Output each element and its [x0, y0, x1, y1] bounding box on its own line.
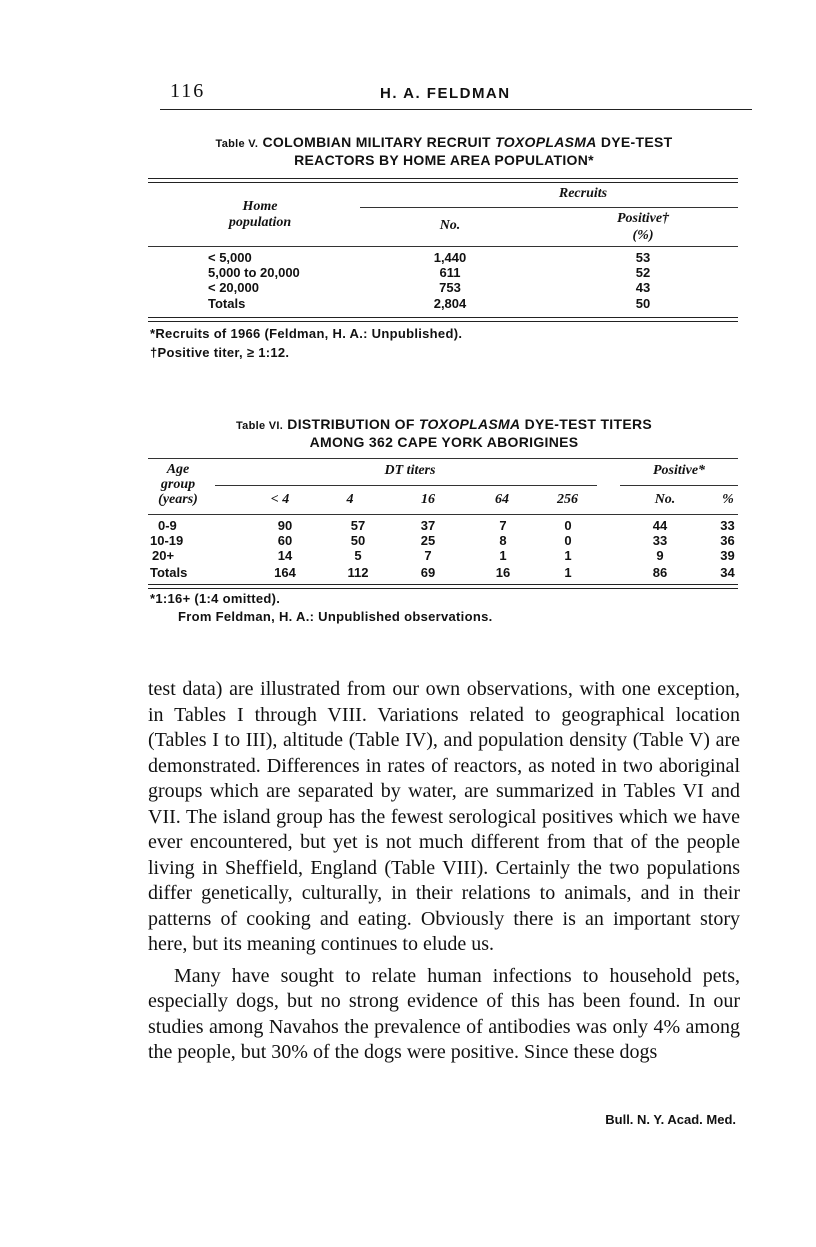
table5-row-pop: Totals	[208, 296, 246, 311]
table5-row-no: 753	[439, 280, 461, 295]
table6-cell: 50	[350, 533, 366, 548]
table6-titer-header: 16	[421, 492, 435, 507]
table6-cell: 36	[720, 533, 735, 548]
table6-cell: 0	[564, 518, 572, 533]
table5-note2: †Positive titer, ≥ 1:12.	[150, 345, 290, 360]
table5-row-pop: < 5,000	[208, 250, 252, 265]
table5-title-line2: REACTORS BY HOME AREA POPULATION*	[294, 152, 594, 168]
table6-titer-header: 4	[346, 492, 354, 507]
header-rule	[160, 109, 752, 110]
table6-row-age: Totals	[150, 565, 188, 580]
table5-row-no: 2,804	[433, 296, 467, 311]
table6-row-age: 0-9	[158, 518, 177, 533]
table5-title-a: COLOMBIAN MILITARY RECRUIT	[262, 134, 491, 150]
body-text	[148, 677, 740, 1066]
table6-cell: 7	[499, 518, 507, 533]
table6-cell: 90	[277, 518, 293, 533]
table6-title-b: DYE-TEST TITERS	[524, 416, 653, 432]
table6-cell: 37	[420, 518, 436, 533]
running-author: H. A. FELDMAN	[380, 85, 511, 102]
table5-col-positive	[588, 210, 698, 244]
table5-col-recruits: Recruits	[558, 186, 608, 201]
table6-row-age: 20+	[152, 548, 175, 563]
table6-col-no: No.	[654, 492, 676, 507]
table5-note1: *Recruits of 1966 (Feldman, H. A.: Unpublished).	[150, 326, 463, 341]
table6-cell: 69	[420, 565, 436, 580]
table6-title-italic: TOXOPLASMA	[418, 416, 521, 432]
table6-col-age-l2: group	[160, 477, 196, 492]
table5-row-no: 611	[439, 265, 461, 280]
table6-cell: 0	[564, 533, 572, 548]
table5-col-positive-l2: (%)	[632, 228, 654, 243]
table6-cell: 33	[652, 533, 668, 548]
table5-title-italic: TOXOPLASMA	[495, 134, 597, 150]
table5-recruits-rule	[360, 207, 738, 208]
table6-top-rule	[148, 458, 738, 459]
table5-col-positive-l1: Positive†	[616, 211, 670, 226]
table6-col-pct: %	[722, 492, 734, 507]
paragraph-2: Many have sought to relate human infections to household pets, especially dogs, but no strong evidence of this has been found. In our studies among Navahos the prevalence of antibodies was only 4% among the people, but 30% of the dogs were positive. Since these dogs	[148, 964, 740, 1063]
table6-titer-header: 256	[557, 492, 578, 507]
page-number: 116	[170, 80, 206, 102]
table5-top-rule	[148, 178, 738, 179]
table6-cell: 9	[656, 548, 664, 563]
table6-titer-header: 64	[495, 492, 509, 507]
table5-col-home	[195, 199, 325, 231]
table5-bottom-rule	[148, 317, 738, 318]
table6-label: Table VI.	[235, 420, 284, 432]
table5-row-no: 1,440	[433, 250, 467, 265]
table6-col-dt: DT titers	[384, 463, 436, 478]
table5-row-pop: 5,000 to 20,000	[208, 265, 300, 280]
table5-top-rule-2	[148, 182, 738, 183]
table5-label: Table V.	[215, 138, 259, 150]
table6-col-age	[148, 462, 208, 507]
table6-cell: 1	[564, 548, 572, 563]
table6-cell: 8	[499, 533, 507, 548]
table5-row-pop: < 20,000	[208, 280, 259, 295]
table6-title-a: DISTRIBUTION OF	[287, 416, 415, 432]
table6-cell: 33	[720, 518, 735, 533]
table6-header-rule	[148, 514, 738, 515]
journal-footer: Bull. N. Y. Acad. Med.	[605, 1112, 736, 1127]
table6-col-age-l1: Age	[166, 462, 190, 477]
table6-cell: 14	[277, 548, 293, 563]
table6-row-age: 10-19	[150, 533, 184, 548]
table6-bottom-rule-2	[148, 588, 738, 589]
table6-cell: 5	[354, 548, 362, 563]
table6-caption	[148, 416, 740, 450]
table6-dt-rule	[215, 485, 597, 486]
table5-col-no: No.	[439, 218, 461, 233]
table6-cell: 1	[499, 548, 507, 563]
paragraph-1: test data) are illustrated from our own observations, with one exception, in Tables I through VIII. Variations related to geographical location (Tables I to III), altitude (Table IV), and population density (Table V) are demonstrated. Differences in rates of reactors, as noted in two aboriginal groups which are separated by water, are summarized in Tables VI and VII. The island group has the fewest serological positives which we have ever encountered, but yet is not much different from that of the people living in Sheffield, England (Table VIII). Certainly the two populations differ genetically, culturally, in their relations to animals, and in their patterns of cooking and eating. Obviously there is an important story here, but its meaning continues to elude us.	[148, 678, 740, 955]
table5-caption	[148, 134, 740, 168]
table6-cell: 44	[652, 518, 668, 533]
table5-row-pos: 43	[635, 280, 651, 295]
table6-cell: 86	[652, 565, 668, 580]
table6-positive-rule	[620, 485, 738, 486]
table6-cell: 164	[274, 565, 296, 580]
table6-cell: 34	[720, 565, 735, 580]
table5-header-rule	[148, 246, 738, 247]
table6-title-line2: AMONG 362 CAPE YORK ABORIGINES	[309, 434, 579, 450]
table5-col-home-l2: population	[228, 215, 292, 230]
table5-row-pos: 53	[635, 250, 651, 265]
table6-cell: 25	[420, 533, 436, 548]
table6-cell: 57	[350, 518, 366, 533]
table6-cell: 16	[495, 565, 511, 580]
table6-cell: 1	[564, 565, 572, 580]
table6-note1: *1:16+ (1:4 omitted).	[150, 591, 281, 606]
table5-bottom-rule-2	[148, 321, 738, 322]
table6-cell: 39	[720, 548, 735, 563]
table6-note2: From Feldman, H. A.: Unpublished observations.	[178, 609, 493, 624]
table6-col-age-l3: (years)	[158, 492, 198, 507]
table5-title-b: DYE-TEST	[600, 134, 673, 150]
table6-bottom-rule	[148, 584, 738, 585]
table6-cell: 7	[424, 548, 432, 563]
table5-col-home-l1: Home	[242, 199, 278, 214]
table6-cell: 112	[347, 565, 369, 580]
table6-col-positive: Positive*	[652, 463, 706, 478]
table5-row-pos: 50	[635, 296, 651, 311]
table5-row-pos: 52	[635, 265, 651, 280]
table6-titer-header: < 4	[270, 492, 290, 507]
table6-cell: 60	[277, 533, 293, 548]
